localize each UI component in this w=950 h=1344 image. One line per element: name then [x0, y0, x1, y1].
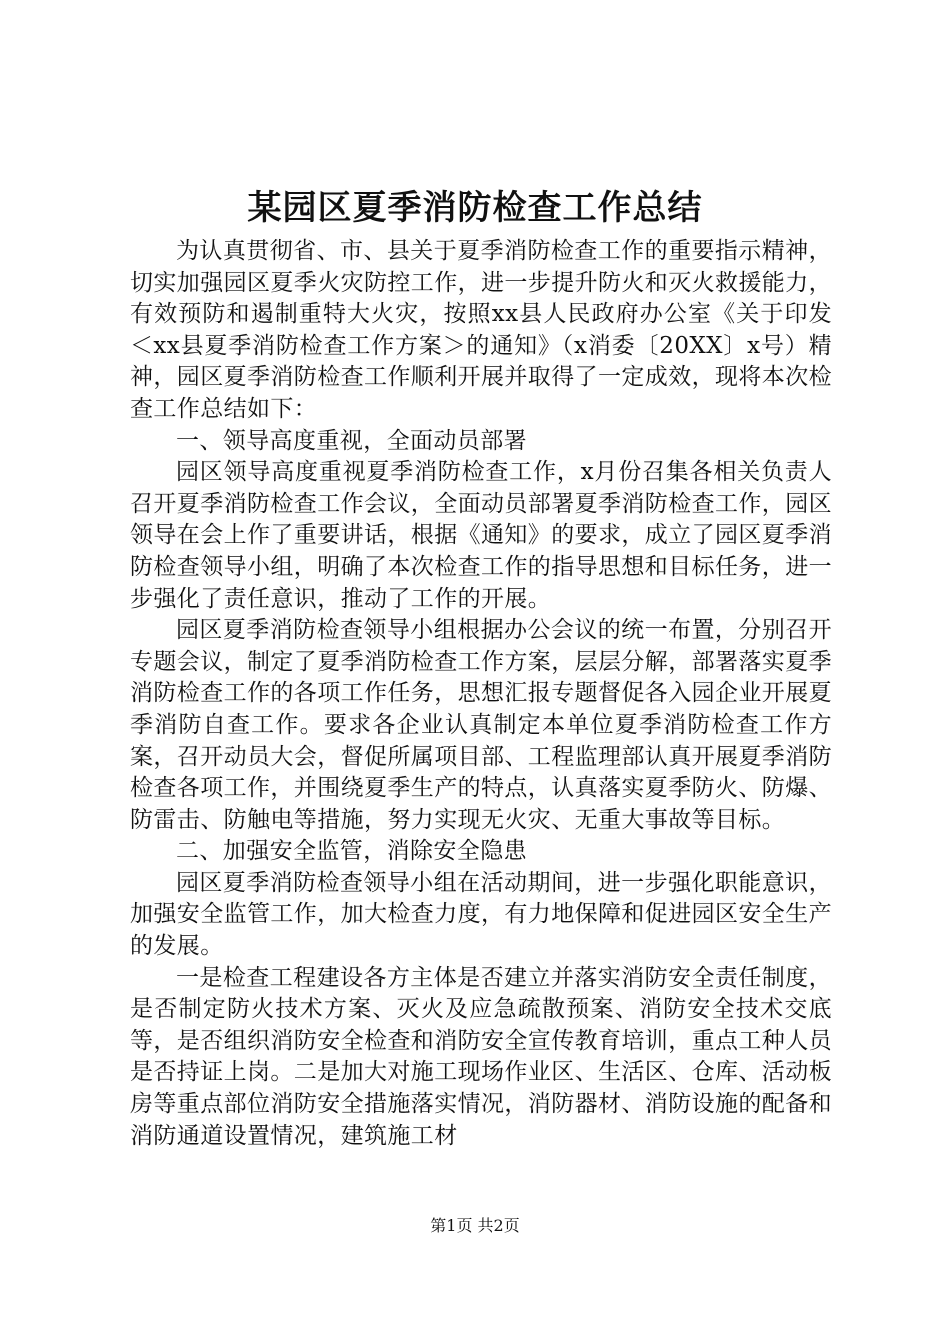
- body-paragraph: 园区夏季消防检查领导小组根据办公会议的统一布置，分别召开专题会议，制定了夏季消防检查工作方案，层层分解，部署落实夏季消防检查工作的各项工作任务，思想汇报专题督促各入园企业开展夏季消防自查工作。要求各企业认真制定本单位夏季消防检查工作方案，召开动员大会，督促所属项目部、工程监理部认真开展夏季消防检查各项工作，并围绕夏季生产的特点，认真落实夏季防火、防爆、防雷击、防触电等措施，努力实现无火灾、无重大事故等目标。: [130, 617, 832, 833]
- page-number-footer: 第1页 共2页: [430, 1216, 520, 1235]
- document-title: 某园区夏季消防检查工作总结: [247, 188, 703, 228]
- section-heading-1: 一、领导高度重视，全面动员部署: [176, 427, 527, 454]
- document-body: [130, 236, 832, 1152]
- body-paragraph: 一是检查工程建设各方主体是否建立并落实消防安全责任制度，是否制定防火技术方案、灭火及应急疏散预案、消防安全技术交底等，是否组织消防安全检查和消防安全宣传教育培训，重点工种人员是否持证上岗。二是加大对施工现场作业区、生活区、仓库、活动板房等重点部位消防安全措施落实情况，消防器材、消防设施的配备和消防通道设置情况，建筑施工材: [130, 964, 832, 1149]
- section-heading-2: 二、加强安全监管，消除安全隐患: [176, 838, 527, 865]
- body-paragraph: 园区领导高度重视夏季消防检查工作，x月份召集各相关负责人召开夏季消防检查工作会议，全面动员部署夏季消防检查工作，园区领导在会上作了重要讲话，根据《通知》的要求，成立了园区夏季消防检查领导小组，明确了本次检查工作的指导思想和目标任务，进一步强化了责任意识，推动了工作的开展。: [130, 459, 832, 612]
- body-paragraph: 园区夏季消防检查领导小组在活动期间，进一步强化职能意识，加强安全监管工作，加大检查力度，有力地保障和促进园区安全生产的发展。: [130, 869, 832, 960]
- intro-paragraph: 为认真贯彻省、市、县关于夏季消防检查工作的重要指示精神，切实加强园区夏季火灾防控工作，进一步提升防火和灭火救援能力，有效预防和遏制重特大火灾，按照xx县人民政府办公室《关于印发＜xx县夏季消防检查工作方案＞的通知》（x消委〔20XX〕x号）精神，园区夏季消防检查工作顺利开展并取得了一定成效，现将本次检查工作总结如下：: [130, 238, 832, 422]
